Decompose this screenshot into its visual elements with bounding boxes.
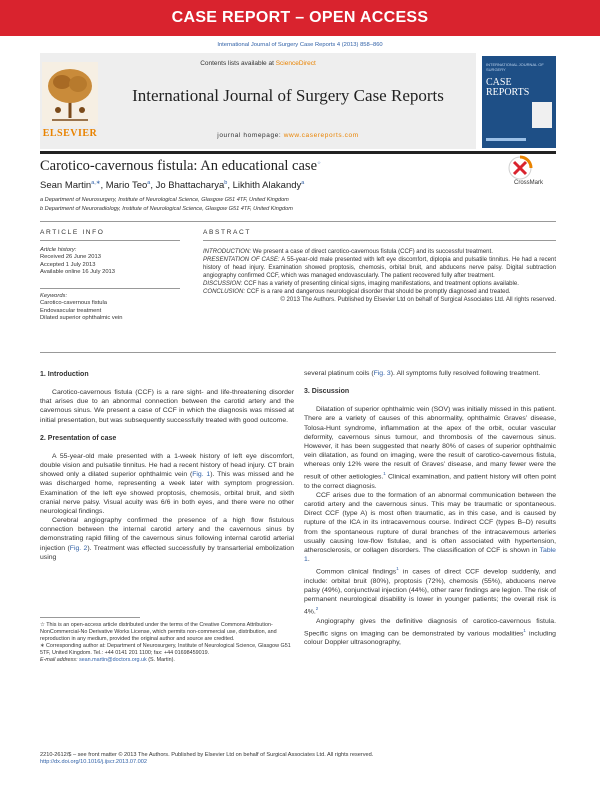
article-history: Article history: Received 26 June 2013 Accepted 1 July 2013 Available online 16 July 2013: [40, 247, 115, 276]
sciencedirect-link[interactable]: ScienceDirect: [275, 60, 316, 67]
crossmark-label[interactable]: CrossMark: [514, 180, 544, 186]
abstract-body: INTRODUCTION: We present a case of direct carotico-cavernous fistula (CCF) and its successful treatment. PRESENTATION OF CASE: A 55-year-old male presented with left eye discomfort, diplopia and pulsatile tinnitus. He had a recent history of head injury. Examination showed proptosis, chemosis, orbital bruit, and abducens nerve palsy. Digital subtraction angiography confirmed CCF, which was managed endovascularly. The patient recovered fully after treatment. DISCUSSION: CCF has a variety of presenting clinical signs, imaging manifestations, and treatment options available. CONCLUSION: CCF is a rare and dangerous neurological disorder that should be promptly diagnosed and treated. © 2013 The Authors. Published by Elsevier Ltd on behalf of Surgical Associates Ltd. All rights reserved.: [203, 249, 557, 304]
right-column: several platinum coils (Fig. 3). All symptoms fully resolved following treatment. 3. Discussion Dilatation of superior ophthalmic vein (SOV) was initially missed in this patient. There are a variety of causes of this abnormality, ophthalmic Graves’ disease, Tolosa-Hunt syndrome, inflammation at the apex of the orbit, ocular vascular deformity, cavernous sinus tumour, and thrombosis of the cavernous sinus. However, it has been suggested that nearly 80% of cases of superior ophthalmic vein dilatation, as found on imaging, were the result of carotico-cavernous fistula, whereas only 12% were the result of Graves’ disease, and many fewer were the result of other aetiologies.$^1$ Clinical examination, and patient history will often point to the correct diagnosis. CCF arises due to the formation of an abnormal communication between the carotid artery and the cavernous sinus. This may be traumatic or spontaneous. Direct CCF (type A) is most often traumatic, as in this case, and is caused by rupture of the ICA in its intracavernous course. Indirect CCF (types B–D) results from the spontaneous rupture of dural branches of the intracavernous arteries usually causing low-flow fistulae, and is often associated with hypertension, atherosclerosis, or collagen disorders. The classification of CCF is shown in Table 1. Common clinical findings$^1$ in cases of direct CCF develop suddenly, and include: orbital bruit (80%), proptosis (72%), chemosis (55%), abducens nerve palsy (49%), conjunctival injection (44%), other rarer findings are legion. The risk of permanent neurological disability is lower in younger patients; the overall risk is 4%.$^2$ Angiography gives the definitive diagnosis of carotico-cavernous fistula. Specific signs on imaging can be demonstrated by various modalities$^1$ including colour Doppler ultrasonography,: [304, 370, 556, 647]
cover-decoration-icon: [482, 56, 556, 148]
journal-homepage: journal homepage: www.casereports.com: [217, 132, 359, 139]
affiliation-b: b Department of Neuroradiology, Institute of Neurological Science, Glasgow G51 4TF, United Kingdom: [40, 206, 293, 212]
section-heading: 2. Presentation of case: [40, 434, 117, 442]
homepage-link[interactable]: www.casereports.com: [283, 132, 359, 139]
divider: [40, 240, 180, 241]
journal-cover-image: INTERNATIONAL JOURNAL OF SURGERY CASE REPORTS: [482, 56, 556, 148]
keywords: Keywords: Carotico-cavernous fistula Endovascular treatment Dilated superior ophthalmic vein: [40, 293, 170, 323]
reference-link[interactable]: 1: [396, 566, 399, 572]
author[interactable]: Mario Teo$^a$,: [105, 180, 156, 192]
footnotes: ☆ This is an open-access article distributed under the terms of the Creative Commons Attribution-NonCommercial-No Derivative Works License, which permits non-commercial use, distribution, and reproduction in any medium, provided the original author and source are credited. ∗ Corresponding author at: Department of Neurosurgery, Institute of Neurological Science, Glasgow G51 5TF, United Kingdom. Tel.: +44 0141 201 1100; fax: +44 01698459019. E-mail address: sean.martin@doctors.org.uk (S. Martin).: [40, 622, 291, 663]
divider: [40, 221, 556, 222]
keyword: Endovascular treatment: [40, 307, 102, 314]
publisher-name: ELSEVIER: [42, 128, 98, 139]
author[interactable]: Jo Bhattacharya$^b$,: [155, 180, 233, 192]
divider: [40, 352, 556, 353]
author-list: [40, 180, 304, 191]
table-link[interactable]: Table 1: [304, 546, 556, 564]
open-access-banner: CASE REPORT – OPEN ACCESS: [0, 0, 600, 36]
divider: [40, 288, 180, 289]
section-heading: 3. Discussion: [304, 388, 350, 396]
figure-link[interactable]: Fig. 1: [192, 471, 211, 479]
contents-line: Contents lists available at ScienceDirect: [200, 60, 316, 67]
article-title: Carotico-cavernous fistula: An educational case☆: [40, 158, 322, 174]
journal-title: International Journal of Surgery Case Reports: [132, 86, 444, 105]
reference-link[interactable]: 1: [523, 627, 526, 633]
keyword: Carotico-cavernous fistula: [40, 300, 108, 307]
figure-link[interactable]: Fig. 2: [69, 544, 88, 552]
doi-link[interactable]: http://dx.doi.org/10.1016/j.ijscr.2013.07.002: [40, 759, 147, 766]
abstract-heading: ABSTRACT: [203, 229, 251, 236]
author[interactable]: Sean Martin$^{a,∗}$,: [40, 180, 106, 192]
divider: [203, 240, 556, 241]
footnote-rule: [40, 617, 140, 618]
figure-link[interactable]: Fig. 3: [373, 370, 391, 377]
article-info-heading: ARTICLE INFO: [40, 229, 105, 236]
email-link[interactable]: sean.martin@doctors.org.uk: [78, 657, 147, 663]
left-column: 1. Introduction Carotico-cavernous fistula (CCF) is a rare sight- and life-threatening disorder that arises due to an abnormal connection between the carotid artery and the cavernous sinus. We present a case of CCF in which the diagnosis was missed at initial presentation, but was subsequently successfully treated with good outcome. 2. Presentation of case A 55-year-old male presented with a 1-week history of left eye discomfort, double vision and pulsatile tinnitus. He had a recent history of head injury. CT brain showed only a dilated superior ophthalmic vein (Fig. 1). This was missed and he was discharged home, representing a week later with symptom progression. Examination of the left eye showed proptosis, chemosis, orbital bruit, and sixth cranial nerve palsy. Visual acuity was 6/6 in both eyes, and there were no other neurological findings. Cerebral angiography confirmed the presence of a high flow fistulous connection between the internal carotid artery and the cavernous sinus by demonstrating rapid filling of the cavernous sinus following internal carotid arterial injection (Fig. 2). Treatment was effected successfully by transarterial embolization using: [40, 371, 295, 561]
reference-link[interactable]: 2: [315, 606, 319, 612]
author[interactable]: Likhith Alakandy$^a$: [232, 180, 305, 192]
journal-citation[interactable]: International Journal of Surgery Case Reports 4 (2013) 858–860: [217, 42, 383, 48]
header-rule: [40, 151, 556, 154]
affiliation-a: a Department of Neurosurgery, Institute of Neurological Science, Glasgow G51 4TF, United Kingdom: [40, 197, 289, 203]
keyword: Dilated superior ophthalmic vein: [40, 315, 123, 322]
reference-link[interactable]: 1: [383, 471, 386, 477]
issn-line: 2210-2612/$ – see front matter © 2013 The Authors. Published by Elsevier Ltd on behalf of Surgical Associates Ltd. All rights reserved. http://dx.doi.org/10.1016/j.ijscr.2013.07.002: [40, 752, 560, 766]
section-heading: 1. Introduction: [40, 371, 89, 378]
